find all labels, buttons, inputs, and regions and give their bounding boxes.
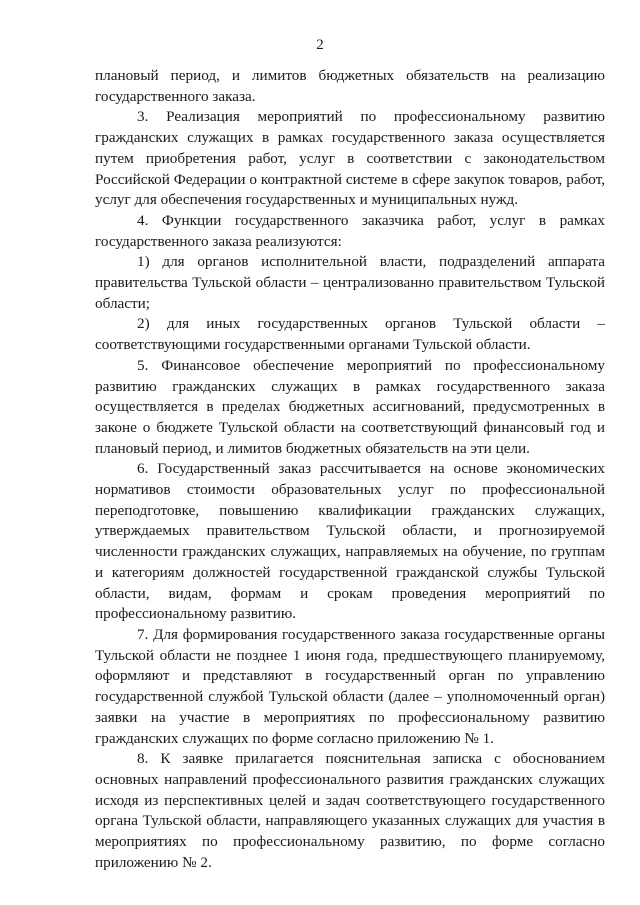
paragraph-8: 8. К заявке прилагается пояснительная записка с обоснованием основных направлений профессионального развития гражданских служащих исходя из перспективных целей и задач соответствующего государственного органа Тульской области, направляющего указанных служащих для участия в мероприятиях по профессиональному развитию, по форме согласно приложению № 2. xyxy=(95,750,605,871)
page-number: 2 xyxy=(316,37,324,53)
paragraph-6: 6. Государственный заказ рассчитывается на основе экономических нормативов стоимости образовательных услуг по профессиональной переподготовке, повышению квалификации гражданских служащих, утверждаемых правительством Тульской области, и прогнозируемой численности гражданских служащих, направляемых на обучение, по группам и категориям должностей государственной гражданской службы Тульской области, видам, формам и срокам проведения мероприятий по профессиональному развитию. xyxy=(95,460,605,623)
paragraph-7: 7. Для формирования государственного заказа государственные органы Тульской области не позднее 1 июня года, предшествующего планируемому, оформляют и представляют в государственный орган по управлению государственной службой Тульской области (далее – уполномоченный орган) заявки на участие в мероприятиях по профессиональному развитию гражданских служащих по форме согласно приложению № 1. xyxy=(95,625,605,747)
paragraph-4-item-1: 1) для органов исполнительной власти, подразделений аппарата правительства Тульской области – централизованно правительством Тульской области; xyxy=(95,253,605,312)
paragraph-4-item-2: 2) для иных государственных органов Тульской области – соответствующими государственными органами Тульской области. xyxy=(95,315,605,354)
paragraph-3: 3. Реализация мероприятий по профессиональному развитию гражданских служащих в рамках государственного заказа осуществляется путем приобретения работ, услуг в соответствии с законодательством Российской Федерации о контрактной системе в сфере закупок товаров, работ, услуг для обеспечения государственных и муниципальных нужд. xyxy=(95,108,605,209)
paragraph-continuation: плановый период, и лимитов бюджетных обязательств на реализацию государственного заказа. xyxy=(95,67,605,105)
paragraph-5: 5. Финансовое обеспечение мероприятий по профессиональному развитию гражданских служащих в рамках государственного заказа осуществляется в пределах бюджетных ассигнований, предусмотренных в законе о бюджете Тульской области на соответствующий финансовый год и плановый период, и лимитов бюджетных обязательств на эти цели. xyxy=(95,356,605,457)
paragraph-4: 4. Функции государственного заказчика работ, услуг в рамках государственного заказа реализуются: xyxy=(95,211,605,250)
document-body xyxy=(95,66,605,873)
